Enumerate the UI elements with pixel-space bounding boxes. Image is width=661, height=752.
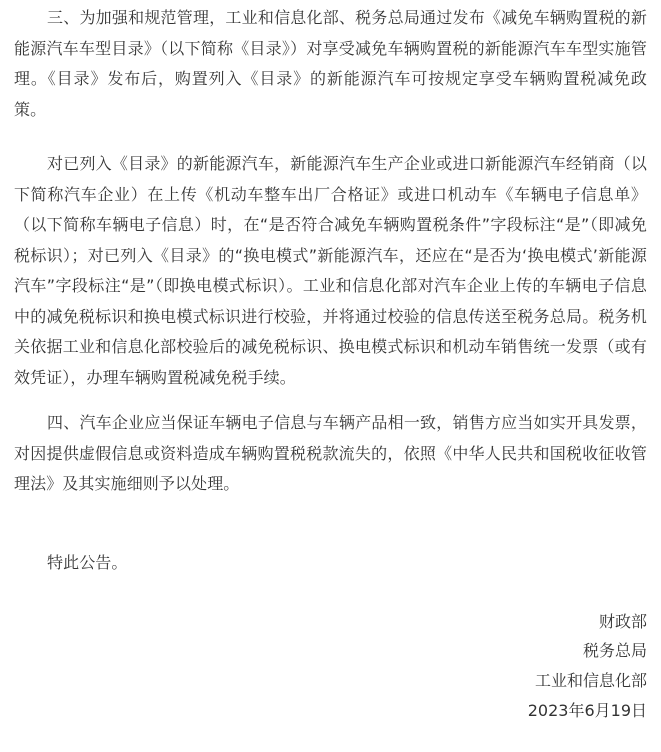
paragraph-section-3: 三、为加强和规范管理，工业和信息化部、税务总局通过发布《减免车辆购置税的新能源汽车车型目录》（以下简称《目录》）对享受减免车辆购置税的新能源汽车车型实施管理。《目录》发布后，购置列入《目录》的新能源汽车可按规定享受车辆购置税减免政策。 [14, 8, 647, 119]
paragraph-section-4: 四、汽车企业应当保证车辆电子信息与车辆产品相一致，销售方应当如实开具发票，对因提供虚假信息或资料造成车辆购置税税款流失的，依照《中华人民共和国税收征收管理法》及其实施细则予以处理。 [14, 413, 647, 493]
signature-date: 2023年6月19日 [527, 701, 647, 720]
signature-tax-administration: 税务总局 [582, 641, 647, 660]
paragraph-closing: 特此公告。 [47, 553, 128, 572]
signature-miit: 工业和信息化部 [534, 671, 647, 690]
signature-ministry-of-finance: 财政部 [598, 612, 647, 631]
paragraph-directory-labeling: 对已列入《目录》的新能源汽车，新能源汽车生产企业或进口新能源汽车经销商（以下简称汽车企业）在上传《机动车整车出厂合格证》或进口机动车《车辆电子信息单》（以下简称车辆电子信息）时，在“是否符合减免车辆购置税条件”字段标注“是”（即减免税标识）；对已列入《目录》的“换电模式”新能源汽车，还应在“是否为‘换电模式’新能源汽车”字段标注“是”（即换电模式标识）。工业和信息化部对汽车企业上传的车辆电子信息中的减免税标识和换电模式标识进行校验，并将通过校验的信息传送至税务总局。税务机关依据工业和信息化部校验后的减免税标识、换电模式标识和机动车销售统一发票（或有效凭证），办理车辆购置税减免税手续。 [14, 154, 647, 387]
